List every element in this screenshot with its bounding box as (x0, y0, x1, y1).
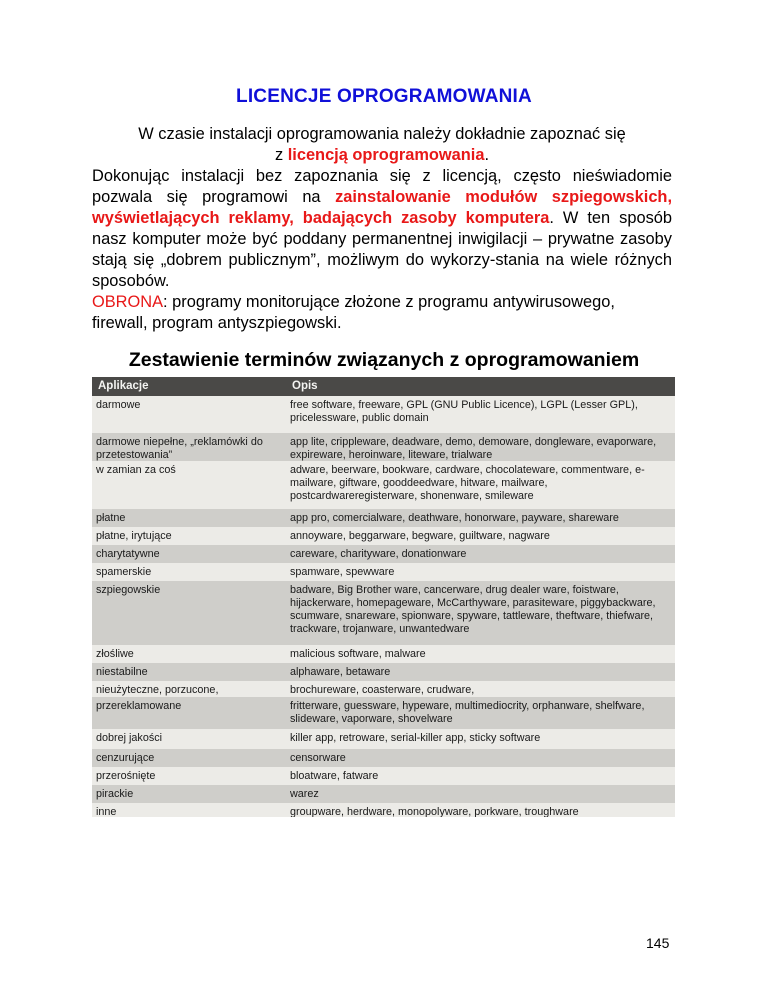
row-app: przerośnięte (96, 770, 156, 782)
row-app: niestabilne (96, 666, 148, 678)
table-row (92, 663, 675, 681)
table-row (92, 767, 675, 785)
table-body (92, 396, 675, 817)
row-app: charytatywne (96, 548, 160, 560)
intro-text (92, 124, 672, 334)
table-row (92, 681, 675, 697)
table-row (92, 785, 675, 803)
intro-paragraph-post: . W ten sposób nasz komputer może być poddany permanentnej inwigilacji – prywatne zasoby stają się „dobrem publicznym”, możliwym do wykorzy-stania na wiele różnych sposobów. (92, 209, 672, 290)
modules-highlight: zainstalowanie modułów szpiegowskich, wyświetlających reklamy, badających zasoby komputera (92, 188, 672, 227)
terms-table (92, 377, 675, 817)
table-row (92, 645, 675, 663)
row-app: pirackie (96, 788, 134, 800)
row-app: płatne (96, 512, 126, 524)
intro-paragraph (92, 166, 672, 292)
intro-paragraph-pre: Dokonując instalacji bez zapoznania się z licencją, często nieświadomie pozwala się programowi na (92, 167, 672, 206)
row-desc: annoyware, beggarware, begware, guiltware, nagware (290, 530, 550, 542)
intro-line-2-pre: z (274, 146, 288, 164)
intro-line-2-post: . (484, 146, 490, 164)
table-row (92, 509, 675, 527)
row-app: złośliwe (96, 648, 134, 660)
table-row (92, 396, 675, 433)
row-app: dobrej jakości (96, 732, 163, 744)
row-desc: killer app, retroware, serial-killer app, sticky software (290, 732, 541, 744)
table-row (92, 433, 675, 461)
row-desc: groupware, herdware, monopolyware, porkware, troughware (290, 806, 579, 817)
table-row (92, 803, 675, 817)
page-title: LICENCJE OPROGRAMOWANIA (236, 86, 532, 107)
row-app: spamerskie (96, 566, 152, 578)
row-desc: alphaware, betaware (290, 666, 391, 678)
row-app: darmowe niepełne, „reklamówki do przetestowania” (96, 436, 263, 461)
row-app: szpiegowskie (96, 584, 161, 596)
header-applications: Aplikacje (98, 380, 149, 392)
table-title: Zestawienie terminów związanych z oprogramowaniem (128, 349, 640, 371)
row-desc: badware, Big Brother ware, cancerware, drug dealer ware, foistware, hijackerware, homepageware, McCarthyware, parasiteware, piggybackware, scumware, snareware, spionware, spyware, tattleware, theftware, thiefware, trackware, trojanware, unwantedware (290, 584, 656, 635)
row-app: darmowe (96, 399, 141, 411)
intro-line-1: W czasie instalacji oprogramowania należy dokładnie zapoznać się (138, 125, 626, 143)
table-header (92, 377, 675, 396)
row-app: płatne, irytujące (96, 530, 172, 542)
table-row (92, 749, 675, 767)
row-desc: malicious software, malware (290, 648, 426, 660)
obrona-paragraph (92, 292, 672, 334)
obrona-label: OBRONA (92, 293, 164, 311)
row-desc: bloatware, fatware (290, 770, 379, 782)
row-desc: brochureware, coasterware, crudware, (290, 684, 475, 696)
row-desc: careware, charityware, donationware (290, 548, 467, 560)
row-desc: spamware, spewware (290, 566, 395, 578)
row-desc: app pro, comercialware, deathware, honorware, payware, shareware (290, 512, 619, 524)
row-app: nieużyteczne, porzucone, (96, 684, 219, 696)
license-highlight: licencją oprogramowania (287, 146, 485, 164)
row-app: inne (96, 806, 117, 817)
table-row (92, 581, 675, 645)
row-desc: free software, freeware, GPL (GNU Public Licence), LGPL (Lesser GPL), pricelessware, public domain (290, 399, 638, 424)
table-row (92, 729, 675, 749)
row-app: cenzurujące (96, 752, 155, 764)
table-row (92, 527, 675, 545)
row-app: w zamian za coś (96, 464, 176, 476)
table-row (92, 545, 675, 563)
row-desc: fritterware, guessware, hypeware, multimediocrity, orphanware, shelfware, slideware, vaporware, shovelware (290, 700, 645, 725)
row-desc: censorware (290, 752, 346, 764)
row-desc: app lite, crippleware, deadware, demo, demoware, dongleware, evaporware, expireware, heroinware, liteware, trialware (290, 436, 657, 461)
table-row (92, 563, 675, 581)
intro-line-2 (92, 145, 672, 166)
table-row (92, 697, 675, 729)
row-desc: adware, beerware, bookware, cardware, chocolateware, commentware, e-mailware, giftware, gooddeedware, hitware, mailware, postcardwareregisterware, shonenware, smileware (290, 464, 645, 502)
header-description: Opis (292, 380, 318, 392)
row-desc: warez (290, 788, 319, 800)
row-app: przereklamowane (96, 700, 182, 712)
page-number: 145 (646, 935, 670, 951)
table-row (92, 461, 675, 509)
obrona-text: : programy monitorujące złożone z programu antywirusowego, firewall, program antyszpiegowski. (92, 293, 615, 332)
